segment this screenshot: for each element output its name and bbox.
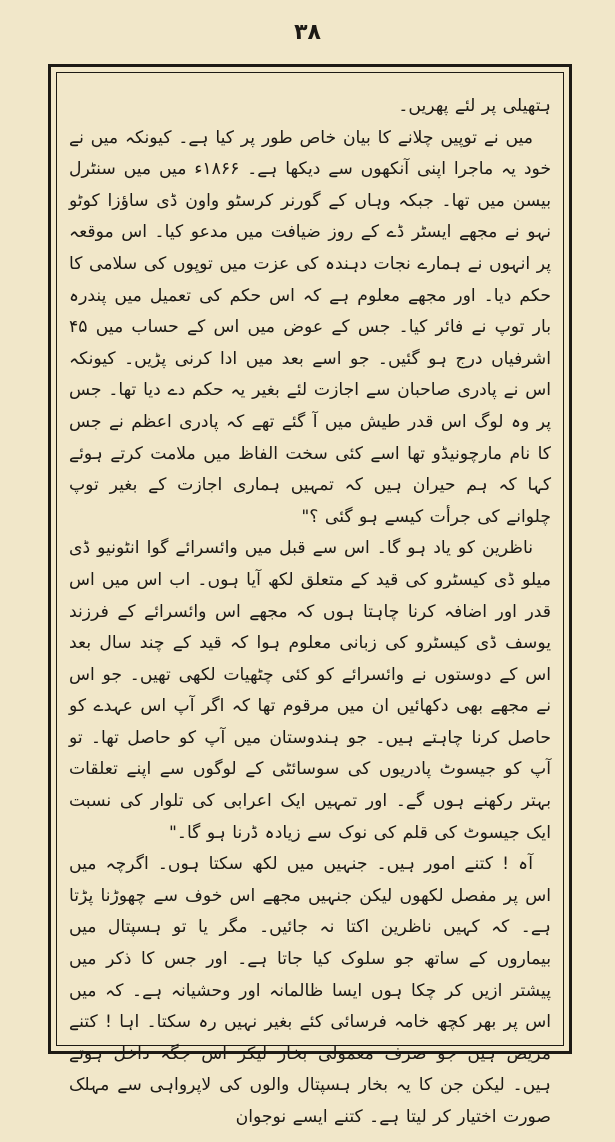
paragraph-3: ناظرین کو یاد ہو گا۔ اس سے قبل میں وائسرائے گوا انٹونیو ڈی میلو ڈی کیسٹرو کی قید کے متعلق لکھ آیا ہوں۔ اب اس میں اس قدر اور اضافہ کرنا چاہتا ہوں کہ مجھے اس وائسرائے کے فرزند یوسف ڈی کیسٹرو کی زبانی معلوم ہوا کہ قید کے چند سال بعد اس کے دوستوں نے وائسرائے کو کئی چٹھیات لکھی تھیں۔ جو اس نے مجھے بھی دکھائیں ان میں مرقوم تھا کہ اگر آپ اس عہدے کو حاصل کرنا چاہتے ہیں۔ جو ہندوستان میں آپ کو حاصل تھا۔ تو آپ کو جیسوٹ پادریوں کی سوسائٹی کے لوگوں سے اپنے تعلقات بہتر رکھنے ہوں گے۔ اور تمہیں ایک اعرابی کی تلوار کی نسبت ایک جیسوٹ کی قلم کی نوک سے زیادہ ڈرنا ہو گا۔" — [69, 538, 551, 843]
text-body — [57, 73, 563, 1142]
paragraph-4: آہ ! کتنے امور ہیں۔ جنہیں میں لکھ سکتا ہوں۔ اگرچہ میں اس پر مفصل لکھوں لیکن جنہیں مجھے اس خوف سے چھوڑنا پڑتا ہے۔ کہ کہیں ناظرین اکتا نہ جائیں۔ مگر یا تو ہسپتال میں بیماروں کے ساتھ جو سلوک کیا جاتا ہے۔ اور جس کا ذکر میں پیشتر ازیں کر چکا ہوں ایسا ظالمانہ اور وحشیانہ ہے۔ کہ میں اس پر بھر کچھ خامہ فرسائی کئے بغیر نہیں رہ سکتا۔ اہا ! کتنے مریض ہیں جو صرف معمولی بخار لیکر اس جگہ داخل ہوتے ہیں۔ لیکن جن کا یہ بخار ہسپتال والوں کی لاپرواہی سے مہلک صورت اختیار کر لیتا ہے۔ کتنے ایسے نوجوان — [69, 854, 551, 1127]
page-number: ۳۸ — [294, 20, 321, 45]
paragraph-2: میں نے توپیں چلانے کا بیان خاص طور پر کیا ہے۔ کیونکہ میں نے خود یہ ماجرا اپنی آنکھوں سے دیکھا ہے۔ ۱۸۶۶ء میں میں سنٹرل بیسن میں تھا۔ جبکہ وہاں کے گورنر کرسٹو واون ڈی ساؤزا کوٹو نہو نے مجھے ایسٹر ڈے کے روز ضیافت میں مدعو کیا۔ اس موقعہ پر انہوں نے ہمارے نجات دہندہ کی عزت میں توپوں کی سلامی کا حکم دیا۔ اور مجھے معلوم ہے کہ اس حکم کی تعمیل میں پندرہ بار توپ نے فائر کیا۔ جس کے عوض میں اس کے حساب میں ۴۵ اشرفیاں درج ہو گئیں۔ جو اسے بعد میں ادا کرنی پڑیں۔ کیونکہ اس نے پادری صاحبان سے اجازت لئے بغیر یہ حکم دے دیا تھا۔ جس پر وہ لوگ اس قدر طیش میں آ گئے تھے کہ پادری اعظم نے جس کا نام مارچونیڈو تھا اسے کئی سخت الفاظ میں ملامت کرتے ہوئے کہا کہ ہم حیران ہیں کہ تمہیں ہماری اجازت کے بغیر توپ چلوانے کی جرأت کیسے ہو گئی ؟" — [69, 127, 551, 527]
paragraph-1: ہتھیلی پر لئے پھریں۔ — [398, 96, 551, 116]
page-frame-inner — [56, 72, 564, 1127]
